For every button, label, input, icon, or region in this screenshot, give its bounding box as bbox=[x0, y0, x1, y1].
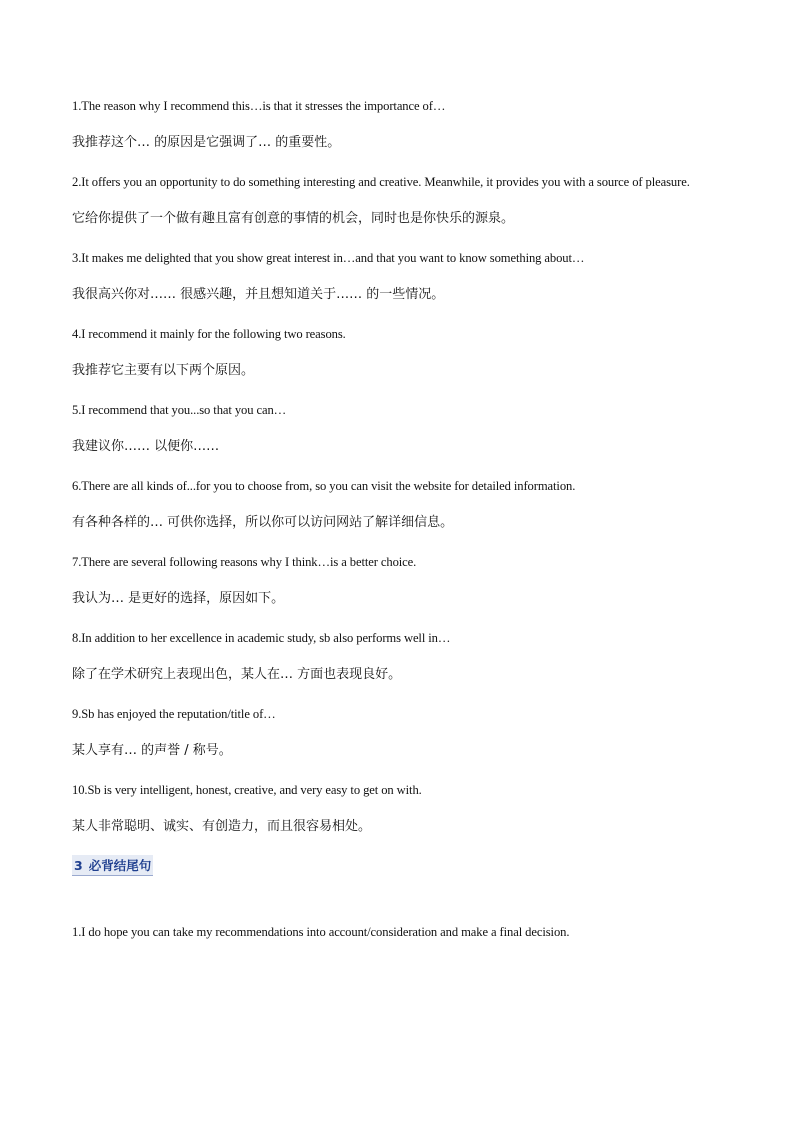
sentence-en: 5.I recommend that you...so that you can… bbox=[72, 403, 287, 417]
sentence-zh: 我推荐这个… 的原因是它强调了… 的重要性。 bbox=[72, 135, 341, 150]
sentence-zh: 我很高兴你对…… 很感兴趣，并且想知道关于…… 的一些情况。 bbox=[72, 287, 445, 302]
sentence-en: 6.There are all kinds of...for you to choose from, so you can visit the website for detailed information. bbox=[72, 479, 576, 493]
sentence-item-6 bbox=[72, 474, 727, 533]
sentence-zh: 某人非常聪明、诚实、有创造力，而且很容易相处。 bbox=[72, 819, 372, 834]
closing-en: 1.I do hope you can take my recommendations into account/consideration and make a final decision. bbox=[72, 925, 570, 939]
sentence-en: 2.It offers you an opportunity to do something interesting and creative. Meanwhile, it provides you with a source of pleasure. bbox=[72, 175, 690, 189]
sentence-item-5 bbox=[72, 398, 727, 457]
sentence-item-10 bbox=[72, 778, 727, 837]
sentence-item-8 bbox=[72, 626, 727, 685]
sentence-en: 4.I recommend it mainly for the following two reasons. bbox=[72, 327, 346, 341]
sentence-en: 9.Sb has enjoyed the reputation/title of… bbox=[72, 707, 276, 721]
closing-item-1 bbox=[72, 920, 727, 944]
sentence-zh: 我建议你…… 以便你…… bbox=[72, 439, 220, 454]
sentence-item-2 bbox=[72, 170, 727, 229]
sentence-item-7 bbox=[72, 550, 727, 609]
sentence-en: 1.The reason why I recommend this…is that it stresses the importance of… bbox=[72, 99, 446, 113]
sentence-item-4 bbox=[72, 322, 727, 381]
document-page bbox=[72, 94, 727, 944]
sentence-item-9 bbox=[72, 702, 727, 761]
section-number: 3 bbox=[74, 858, 83, 873]
sentence-zh: 它给你提供了一个做有趣且富有创意的事情的机会，同时也是你快乐的源泉。 bbox=[72, 211, 515, 226]
sentence-zh: 某人享有… 的声誉 / 称号。 bbox=[72, 743, 232, 758]
section-title: 必背结尾句 bbox=[88, 858, 152, 873]
sentence-item-1 bbox=[72, 94, 727, 153]
sentence-en: 10.Sb is very intelligent, honest, creative, and very easy to get on with. bbox=[72, 783, 422, 797]
sentence-en: 3.It makes me delighted that you show great interest in…and that you want to know something about… bbox=[72, 251, 585, 265]
sentence-item-3 bbox=[72, 246, 727, 305]
sentence-zh: 我认为… 是更好的选择，原因如下。 bbox=[72, 591, 285, 606]
section-heading bbox=[72, 855, 727, 876]
sentence-zh: 除了在学术研究上表现出色，某人在… 方面也表现良好。 bbox=[72, 667, 402, 682]
sentence-zh: 有各种各样的… 可供你选择，所以你可以访问网站了解详细信息。 bbox=[72, 515, 454, 530]
sentence-zh: 我推荐它主要有以下两个原因。 bbox=[72, 363, 255, 378]
sentence-en: 7.There are several following reasons why I think…is a better choice. bbox=[72, 555, 417, 569]
sentence-en: 8.In addition to her excellence in academic study, sb also performs well in… bbox=[72, 631, 451, 645]
